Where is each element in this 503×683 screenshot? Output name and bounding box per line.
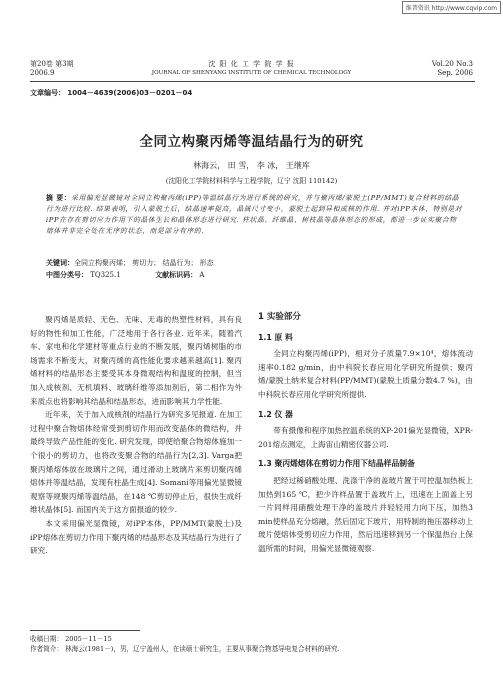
journal-cn: 沈 阳 化 工 学 院 学 报	[208, 60, 295, 68]
abstract-text: 采用偏光显微镜对全同立构聚丙烯(iPP)等温结晶行为进行系统的研究，并与聚丙烯/蒙脱土(PP/MMT)复合材料的结晶行为进行比较. 结果表明，引入蒙脱土后，结晶速率提高，晶属尺寸变小，蒙脱土起到异相成核的作用. 并对iPP本体，特别是对iPP在存在剪切应力作用下的晶体生长和晶体形态进行研究. 柱状晶、纤维晶、树枝晶等晶体形态的形成，都进一步证实聚合物熔体并非完全处在无序的状态，而是部分有序的.	[46, 194, 463, 235]
footnote	[30, 634, 475, 654]
clc-label: 中图分类号：	[46, 271, 88, 279]
materials-paragraph: 全同立构聚丙烯(iPP)，相对分子质量7.9×10⁴，熔体流动速率0.182 g/min，由中科院长春应用化学研究所提供；聚丙烯/蒙脱土纳米复合材料(PP/MMT)(蒙脱土质量分数4.7 %)，由中科院长春应用化学研究所提供.	[258, 349, 473, 399]
keywords	[46, 258, 464, 268]
volume-cn: 第20卷 第3期	[30, 60, 74, 68]
authors: 林海云， 田 雪， 李 冰， 王继库	[193, 161, 310, 170]
section-1-2-heading: 1.2 仪 器	[258, 409, 293, 419]
intro-paragraph-2: 近年来，关于加入成核剂的结晶行为研究多见报道. 在加工过程中聚合物熔体经常受到剪切作用而改变晶体的微结构，并最终导致产品性能的变化. 研究发现，即使给聚合物熔体施加一个很小的剪切力，也将改变聚合物的结晶行为[2,3]. Varga把聚丙烯熔体放在玻璃片之间，通过滑动上玻璃片来剪切聚丙烯熔体并等温结晶，发现有柱晶生成[4]. Somani等用偏光显微镜观察等规聚丙烯等温结晶，在148 ℃剪切停止后，很快生成纤维状晶体[5]. 而国内关于这方面报道的较少.	[30, 410, 242, 515]
instruments-paragraph: 带有摄像和程序加热控温系统的XP-201偏光显微镜，XPR-201熔点测定，上海宙山精密仪器公司.	[258, 426, 473, 449]
paper-title: 全同立构聚丙烯等温结晶行为的研究	[139, 134, 364, 150]
section-1-1-heading: 1.1 原 料	[258, 332, 293, 342]
classification	[46, 270, 464, 280]
clc-code: TQ325.1	[90, 271, 121, 279]
received-date: 收稿日期： 2005－11－15	[30, 635, 112, 643]
footnote-rule	[30, 630, 140, 631]
header-left	[30, 60, 74, 78]
intro-paragraph-3: 本文采用偏光显微镜，对iPP本体，PP/MMT(蒙脱土)及iPP熔体在剪切力作用下聚丙烯的结晶形态及其结晶行为进行了研究.	[30, 518, 242, 556]
right-column	[258, 305, 473, 556]
header-right	[432, 60, 473, 78]
header-rule	[30, 81, 475, 82]
date-en: Sep. 2006	[437, 69, 473, 77]
intro-paragraph-1: 聚丙烯是质轻、无色、无味、无毒的热塑性材料，具有良好的物性和加工性能，广泛地用于各行各业. 近年来，随着汽车、家电和化学建材等重点行业的不断发展，聚丙烯树脂的市场需求不断变大，对聚丙烯的高性能化要求越来越高[1]. 聚丙烯材料的结晶形态主要受其本身微观结构和温度的控制，但当加入成核剂、无机填料、玻璃纤维等添加剂后，第二相作为外来质点也将影响其结晶和结晶形态，进而影响其力学性能.	[30, 315, 242, 406]
left-column	[30, 313, 242, 558]
article-number: 文章编号： 1004－4639(2006)03－0201－04	[30, 89, 193, 97]
journal-en: JOURNAL OF SHENYANG INSTITUTE OF CHEMICAL TECHNOLOGY	[151, 70, 352, 76]
doc-label: 文献标识码：	[155, 271, 198, 279]
source-stamp[interactable]: 维普资讯 http://www.cqvip.com	[402, 1, 501, 14]
keywords-text: 全同立构聚丙烯； 剪切力； 结晶行为； 形态	[74, 259, 214, 267]
sample-prep-paragraph: 把经过稀硝酸处理、洗涤干净的盖玻片置于可控温加热板上加热到165 ℃，把少许样品置于盖玻片上，迅速在上面盖上另一片同样用硝酸处理干净的盖玻片并轻轻用力向下压，加热3 min使样品充分熔融，然后固定下玻片，用特制的拖压器移动上玻片使熔体受剪切应力作用，然后迅速移到另一个保温热台上保温所需的时间，用偏光显微镜观察.	[258, 475, 473, 553]
volume-en: Vol.20 No.3	[431, 60, 473, 68]
affiliation: (沈阳化工学院材料科学与工程学院，辽宁 沈阳 110142)	[165, 177, 338, 185]
section-1-heading: 1 实验部分	[258, 312, 301, 322]
author-bio: 作者简介： 林海云(1981－)，男，辽宁盖州人，在读硕士研究生，主要从事聚合物基导电复合材料的研究.	[30, 645, 340, 653]
doc-code: A	[199, 271, 205, 279]
abstract-label: 摘 要：	[46, 194, 72, 202]
section-1-3-heading: 1.3 聚丙烯熔体在剪切力作用下结晶样品制备	[258, 459, 415, 469]
keywords-label: 关键词：	[46, 259, 74, 267]
date-num: 2006.9	[30, 69, 55, 77]
abstract	[46, 193, 464, 237]
header-center	[110, 60, 393, 78]
